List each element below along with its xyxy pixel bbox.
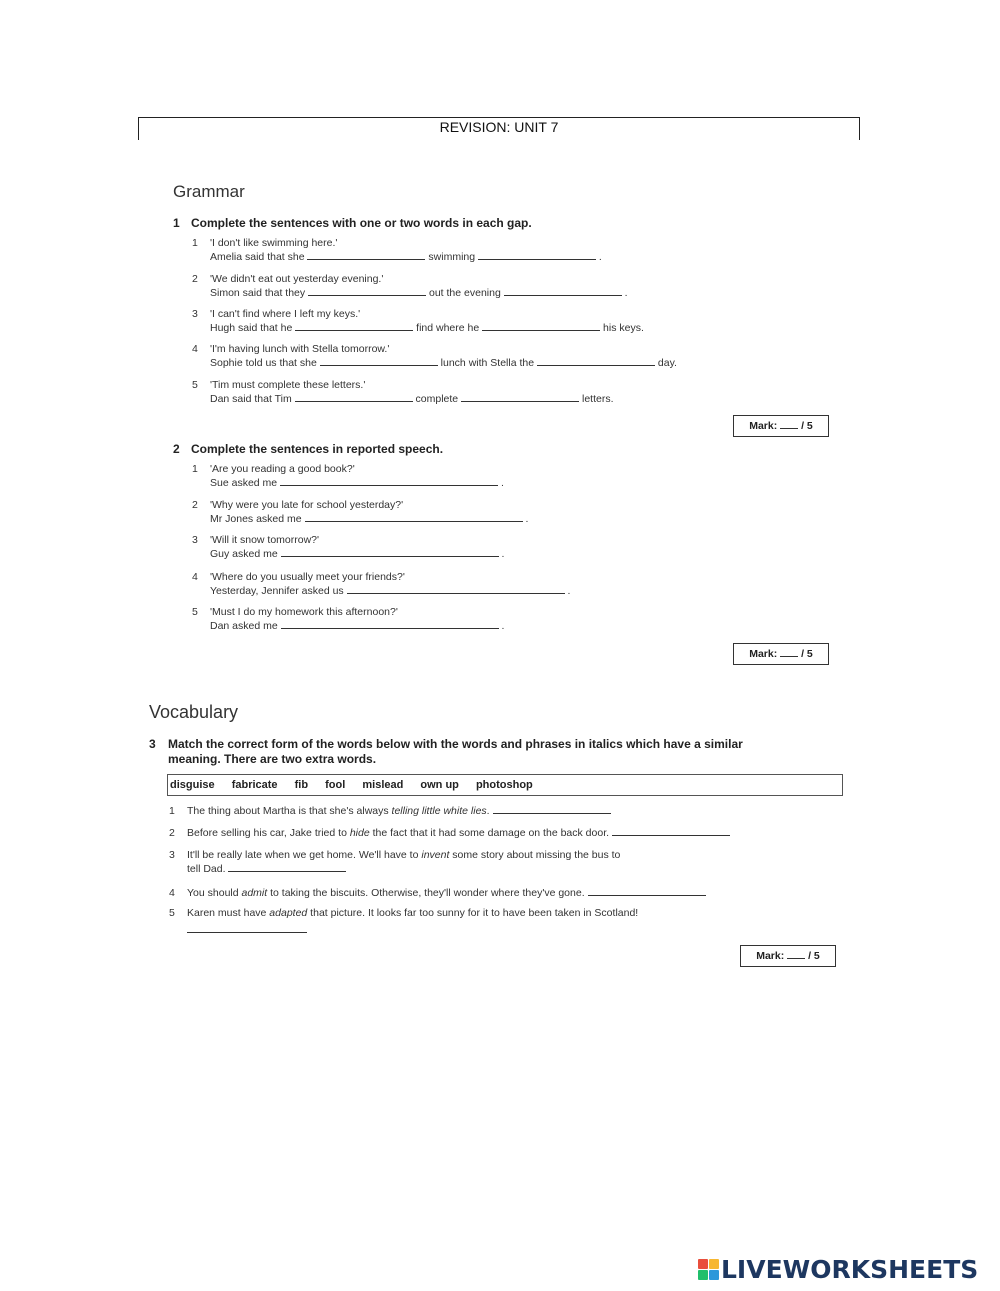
logo-text: LIVEWORKSHEETS — [721, 1254, 979, 1284]
ex2-item-2: 2 'Why were you late for school yesterday?' Mr Jones asked me . — [192, 499, 529, 525]
answer-input[interactable] — [588, 886, 706, 896]
answer-input[interactable] — [347, 584, 565, 594]
answer-input[interactable] — [187, 923, 307, 933]
word-option: fabricate — [231, 779, 278, 791]
mark-box-ex3: Mark: / 5 — [740, 945, 836, 967]
gap-input[interactable] — [461, 392, 579, 402]
gap-input[interactable] — [504, 286, 622, 296]
gap-input[interactable] — [295, 321, 413, 331]
ex2-item-4: 4 'Where do you usually meet your friends?' Yesterday, Jennifer asked us . — [192, 571, 571, 597]
gap-input[interactable] — [537, 356, 655, 366]
ex1-item-4: 4 'I'm having lunch with Stella tomorrow.' Sophie told us that she lunch with Stella the day. — [192, 343, 677, 369]
ex2-item-1: 1 'Are you reading a good book?' Sue asked me . — [192, 463, 504, 489]
gap-input[interactable] — [482, 321, 600, 331]
logo-block — [709, 1259, 719, 1269]
answer-input[interactable] — [281, 619, 499, 629]
mark-box-ex2: Mark: / 5 — [733, 643, 829, 665]
ex1-item-5: 5 'Tim must complete these letters.' Dan said that Tim complete letters. — [192, 379, 614, 405]
ex1-item-3: 3 'I can't find where I left my keys.' Hugh said that he find where he his keys. — [192, 308, 644, 334]
gap-input[interactable] — [320, 356, 438, 366]
gap-input[interactable] — [295, 392, 413, 402]
answer-input[interactable] — [493, 804, 611, 814]
ex3-item-1: 1 The thing about Martha is that she's always telling little white lies. — [169, 804, 611, 818]
exercise-2-title: 2 Complete the sentences in reported speech. — [173, 442, 444, 456]
ex3-item-5: 5 Karen must have adapted that picture. It looks far too sunny for it to have been taken in Scotland! — [169, 906, 638, 937]
logo-block — [709, 1270, 719, 1280]
word-option: own up — [420, 779, 459, 791]
liveworksheets-logo — [698, 1254, 978, 1284]
section-heading-grammar: Grammar — [173, 182, 245, 201]
mark-input[interactable] — [787, 949, 805, 959]
mark-input[interactable] — [780, 647, 798, 657]
ex1-item-2: 2 'We didn't eat out yesterday evening.' Simon said that they out the evening . — [192, 273, 628, 299]
page-title: REVISION: UNIT 7 — [439, 119, 559, 135]
word-option: mislead — [362, 779, 404, 791]
word-box — [167, 774, 843, 796]
word-option: fool — [325, 779, 346, 791]
ex2-item-5: 5 'Must I do my homework this afternoon?' Dan asked me . — [192, 606, 505, 632]
ex3-item-4: 4 You should admit to taking the biscuits. Otherwise, they'll wonder where they've gone. — [169, 886, 706, 900]
logo-block — [698, 1270, 708, 1280]
ex3-item-2: 2 Before selling his car, Jake tried to hide the fact that it had some damage on the back door. — [169, 826, 730, 840]
gap-input[interactable] — [478, 250, 596, 260]
ex1-item-1: 1 'I don't like swimming here.' Amelia said that she swimming . — [192, 237, 602, 263]
exercise-3-title: 3 Match the correct form of the words below with the words and phrases in italics which have a similar meaning. There are two extra words. — [149, 737, 743, 766]
ex3-item-3: 3 It'll be really late when we get home. We'll have to invent some story about missing the bus to tell Dad. — [169, 849, 621, 875]
answer-input[interactable] — [281, 547, 499, 557]
gap-input[interactable] — [307, 250, 425, 260]
ex2-item-3: 3 'Will it snow tomorrow?' Guy asked me . — [192, 534, 505, 560]
answer-input[interactable] — [305, 512, 523, 522]
gap-input[interactable] — [308, 286, 426, 296]
word-option: fib — [294, 779, 309, 791]
logo-block — [698, 1259, 708, 1269]
word-option: disguise — [170, 779, 215, 791]
exercise-1-title: 1 Complete the sentences with one or two words in each gap. — [173, 216, 532, 230]
answer-input[interactable] — [228, 862, 346, 872]
answer-input[interactable] — [280, 476, 498, 486]
section-heading-vocabulary: Vocabulary — [149, 702, 239, 722]
word-option: photoshop — [475, 779, 533, 791]
mark-input[interactable] — [780, 419, 798, 429]
logo-blocks-icon — [698, 1259, 719, 1280]
answer-input[interactable] — [612, 826, 730, 836]
mark-box-ex1: Mark: / 5 — [733, 415, 829, 437]
